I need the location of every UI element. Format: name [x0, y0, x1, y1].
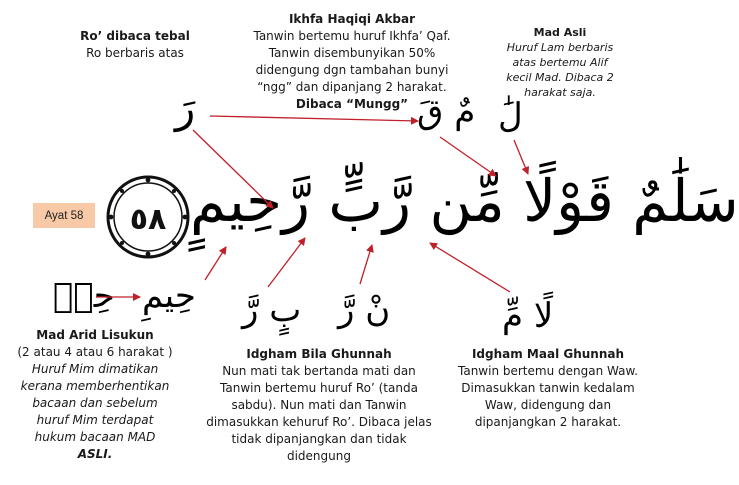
annotation-ro-tebal	[70, 28, 200, 62]
annotation-idgham-bila-line: Tanwin bertemu huruf Ro’ (tanda	[220, 381, 418, 395]
ayat-number: ٥٨	[129, 202, 167, 237]
annotation-mad-asli-line: atas bertemu Alif	[512, 56, 608, 69]
annotation-idgham-bila-line: Nun mati tak bertanda mati dan	[222, 364, 416, 378]
annotation-ikhfa-title: Ikhfa Haqiqi Akbar	[288, 12, 416, 26]
fragment-birr: بٍ رَّ	[242, 290, 302, 330]
annotation-mad-arid	[5, 327, 185, 463]
arrow-hiim-to-verse	[205, 247, 226, 280]
arrow-lamm-to-verse	[430, 243, 510, 292]
annotation-idgham-bila-ghunnah	[195, 346, 443, 465]
annotation-idgham-maal-line: Waw, didengung dan	[484, 398, 612, 412]
annotation-mad-arid-line: ASLI.	[77, 447, 113, 461]
annotation-mad-arid-line: hukum bacaan MAD	[34, 430, 156, 444]
annotation-ro-tebal-line: Ro berbaris atas	[86, 46, 184, 60]
annotation-ikhfa-line: Dibaca “Mungg”	[295, 97, 409, 111]
ayat-number-medallion	[105, 174, 191, 260]
annotation-idgham-maal-title: Idgham Maal Ghunnah	[471, 347, 625, 361]
annotation-mad-asli-line: kecil Mad. Dibaca 2	[506, 71, 614, 84]
fragment-hiy: حِيۡ	[53, 276, 115, 316]
annotation-mad-arid-line: (2 atau 4 atau 6 harakat )	[17, 345, 173, 359]
annotation-ikhfa	[237, 11, 467, 113]
verse-text: سَلَٰمٌ قَوْلًا مِّن رَّبٍّ رَّحِيمٍ	[190, 167, 739, 235]
annotation-mad-arid-line: kerana memberhentikan	[20, 379, 170, 393]
fragment-lam: لَٰ	[498, 96, 523, 136]
annotation-ikhfa-line: “ngg” dan dipanjang 2 harakat.	[257, 80, 447, 94]
annotation-idgham-bila-line: tidak dipanjangkan dan tidak	[231, 432, 407, 446]
arrow-nirr-to-verse	[360, 245, 372, 284]
annotation-mad-arid-line: bacaan dan sebelum	[32, 396, 158, 410]
ayat-label-badge: Ayat 58	[33, 203, 95, 228]
annotation-mad-arid-line: Huruf Mim dimatikan	[31, 362, 159, 376]
annotation-mad-arid-line: huruf Mim terdapat	[36, 413, 154, 427]
annotation-ikhfa-line: Tanwin bertemu huruf Ikhfa’ Qaf.	[253, 29, 451, 43]
annotation-ikhfa-line: Tanwin disembunyikan 50%	[268, 46, 436, 60]
annotation-mad-asli-title: Mad Asli	[533, 26, 587, 39]
annotation-idgham-maal-line: Tanwin bertemu dengan Waw.	[458, 364, 638, 378]
annotation-idgham-maal-line: dipanjangkan 2 harakat.	[474, 415, 622, 429]
annotation-idgham-bila-line: dimasukkan kehuruf Ro’. Dibaca jelas	[206, 415, 432, 429]
arrow-ro-to-mung-fragment	[210, 116, 418, 121]
fragment-mung: مٌ قَ	[417, 92, 476, 132]
annotation-idgham-bila-line: didengung	[286, 449, 351, 463]
annotation-idgham-maal-ghunnah	[452, 346, 644, 431]
arrow-birr-to-verse	[268, 238, 305, 287]
annotation-idgham-bila-line: sabdu). Nun mati dan Tanwin	[231, 398, 407, 412]
annotation-ro-tebal-title: Ro’ dibaca tebal	[80, 29, 190, 43]
annotation-mad-asli-line: Huruf Lam berbaris	[506, 41, 614, 54]
annotation-mad-arid-title: Mad Arid Lisukun	[36, 328, 154, 342]
fragment-lamm: لًا مِّ	[502, 296, 554, 336]
annotation-mad-asli	[498, 25, 622, 100]
fragment-hiim: حِيمِ	[142, 276, 196, 316]
annotation-ikhfa-line: didengung dgn tambahan bunyi	[255, 63, 449, 77]
annotation-mad-asli-line: harakat saja.	[524, 86, 596, 99]
fragment-nirr: نْ رَّ	[338, 290, 391, 330]
annotation-idgham-maal-line: Dimasukkan tanwin kedalam	[461, 381, 635, 395]
annotation-idgham-bila-title: Idgham Bila Ghunnah	[246, 347, 392, 361]
fragment-ro: رَ	[175, 83, 196, 132]
